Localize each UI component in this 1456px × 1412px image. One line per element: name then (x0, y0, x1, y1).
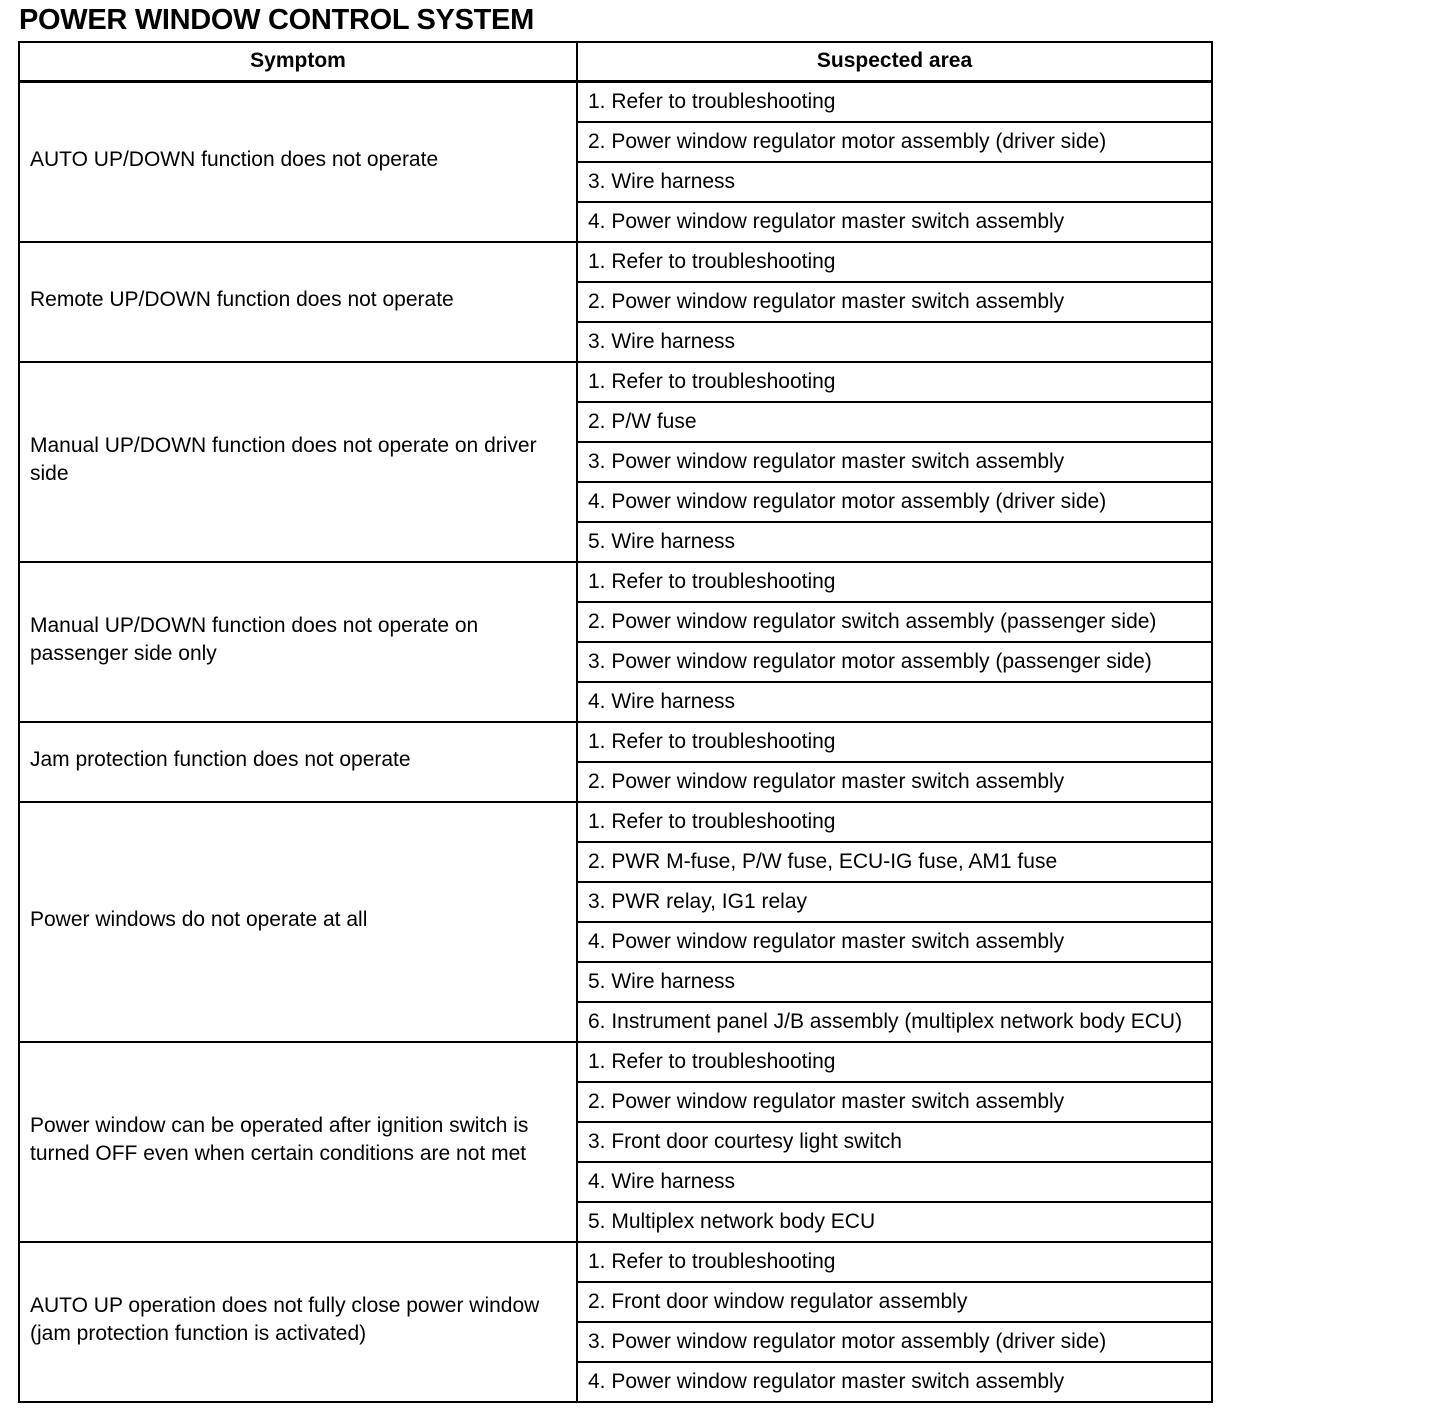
problem-symptoms-table (18, 41, 1213, 1403)
suspected-area-cell: 3. Front door courtesy light switch (577, 1122, 1212, 1162)
suspected-area-cell: 6. Instrument panel J/B assembly (multiplex network body ECU) (577, 1002, 1212, 1042)
suspected-area-cell: 1. Refer to troubleshooting (577, 802, 1212, 842)
suspected-area-cell: 3. PWR relay, IG1 relay (577, 882, 1212, 922)
table-row (19, 722, 1212, 762)
suspected-area-cell: 3. Power window regulator motor assembly (driver side) (577, 1322, 1212, 1362)
symptom-cell: Power window can be operated after ignition switch is turned OFF even when certain conditions are not met (19, 1042, 577, 1242)
suspected-area-cell: 4. Power window regulator master switch assembly (577, 202, 1212, 242)
suspected-area-cell: 4. Power window regulator motor assembly (driver side) (577, 482, 1212, 522)
table-row (19, 242, 1212, 282)
symptom-cell: Manual UP/DOWN function does not operate on driver side (19, 362, 577, 562)
suspected-area-cell: 4. Wire harness (577, 682, 1212, 722)
suspected-area-cell: 1. Refer to troubleshooting (577, 562, 1212, 602)
suspected-area-cell: 2. Front door window regulator assembly (577, 1282, 1212, 1322)
suspected-area-cell: 2. P/W fuse (577, 402, 1212, 442)
suspected-area-cell: 3. Power window regulator motor assembly (passenger side) (577, 642, 1212, 682)
table-row (19, 802, 1212, 842)
suspected-area-cell: 1. Refer to troubleshooting (577, 362, 1212, 402)
table-row (19, 1242, 1212, 1282)
suspected-area-cell: 1. Refer to troubleshooting (577, 82, 1212, 123)
suspected-area-cell: 1. Refer to troubleshooting (577, 1242, 1212, 1282)
suspected-area-cell: 5. Multiplex network body ECU (577, 1202, 1212, 1242)
table-row (19, 562, 1212, 602)
table-row (19, 1042, 1212, 1082)
symptom-cell: Power windows do not operate at all (19, 802, 577, 1042)
suspected-area-cell: 4. Power window regulator master switch assembly (577, 1362, 1212, 1402)
suspected-area-cell: 3. Wire harness (577, 162, 1212, 202)
suspected-area-cell: 2. Power window regulator master switch assembly (577, 1082, 1212, 1122)
page-title: POWER WINDOW CONTROL SYSTEM (19, 4, 534, 36)
suspected-area-cell: 4. Power window regulator master switch assembly (577, 922, 1212, 962)
symptom-cell: AUTO UP operation does not fully close power window (jam protection function is activated) (19, 1242, 577, 1402)
suspected-area-cell: 1. Refer to troubleshooting (577, 242, 1212, 282)
symptom-cell: Manual UP/DOWN function does not operate on passenger side only (19, 562, 577, 722)
symptom-cell: Jam protection function does not operate (19, 722, 577, 802)
symptom-column-header: Symptom (19, 42, 577, 82)
suspected-area-cell: 5. Wire harness (577, 522, 1212, 562)
symptom-cell: Remote UP/DOWN function does not operate (19, 242, 577, 362)
suspected-area-cell: 2. PWR M-fuse, P/W fuse, ECU-IG fuse, AM1 fuse (577, 842, 1212, 882)
table-row (19, 362, 1212, 402)
symptom-cell: AUTO UP/DOWN function does not operate (19, 82, 577, 243)
suspected-area-cell: 2. Power window regulator motor assembly (driver side) (577, 122, 1212, 162)
table-row (19, 82, 1212, 123)
suspected-area-cell: 2. Power window regulator switch assembly (passenger side) (577, 602, 1212, 642)
suspected-area-cell: 1. Refer to troubleshooting (577, 722, 1212, 762)
table-body (19, 82, 1212, 1403)
suspected-area-cell: 2. Power window regulator master switch assembly (577, 762, 1212, 802)
suspected-area-cell: 4. Wire harness (577, 1162, 1212, 1202)
suspected-area-cell: 3. Wire harness (577, 322, 1212, 362)
suspected-area-cell: 1. Refer to troubleshooting (577, 1042, 1212, 1082)
suspected-area-column-header: Suspected area (577, 42, 1212, 82)
suspected-area-cell: 2. Power window regulator master switch assembly (577, 282, 1212, 322)
suspected-area-cell: 5. Wire harness (577, 962, 1212, 1002)
header-row (19, 42, 1212, 82)
suspected-area-cell: 3. Power window regulator master switch assembly (577, 442, 1212, 482)
